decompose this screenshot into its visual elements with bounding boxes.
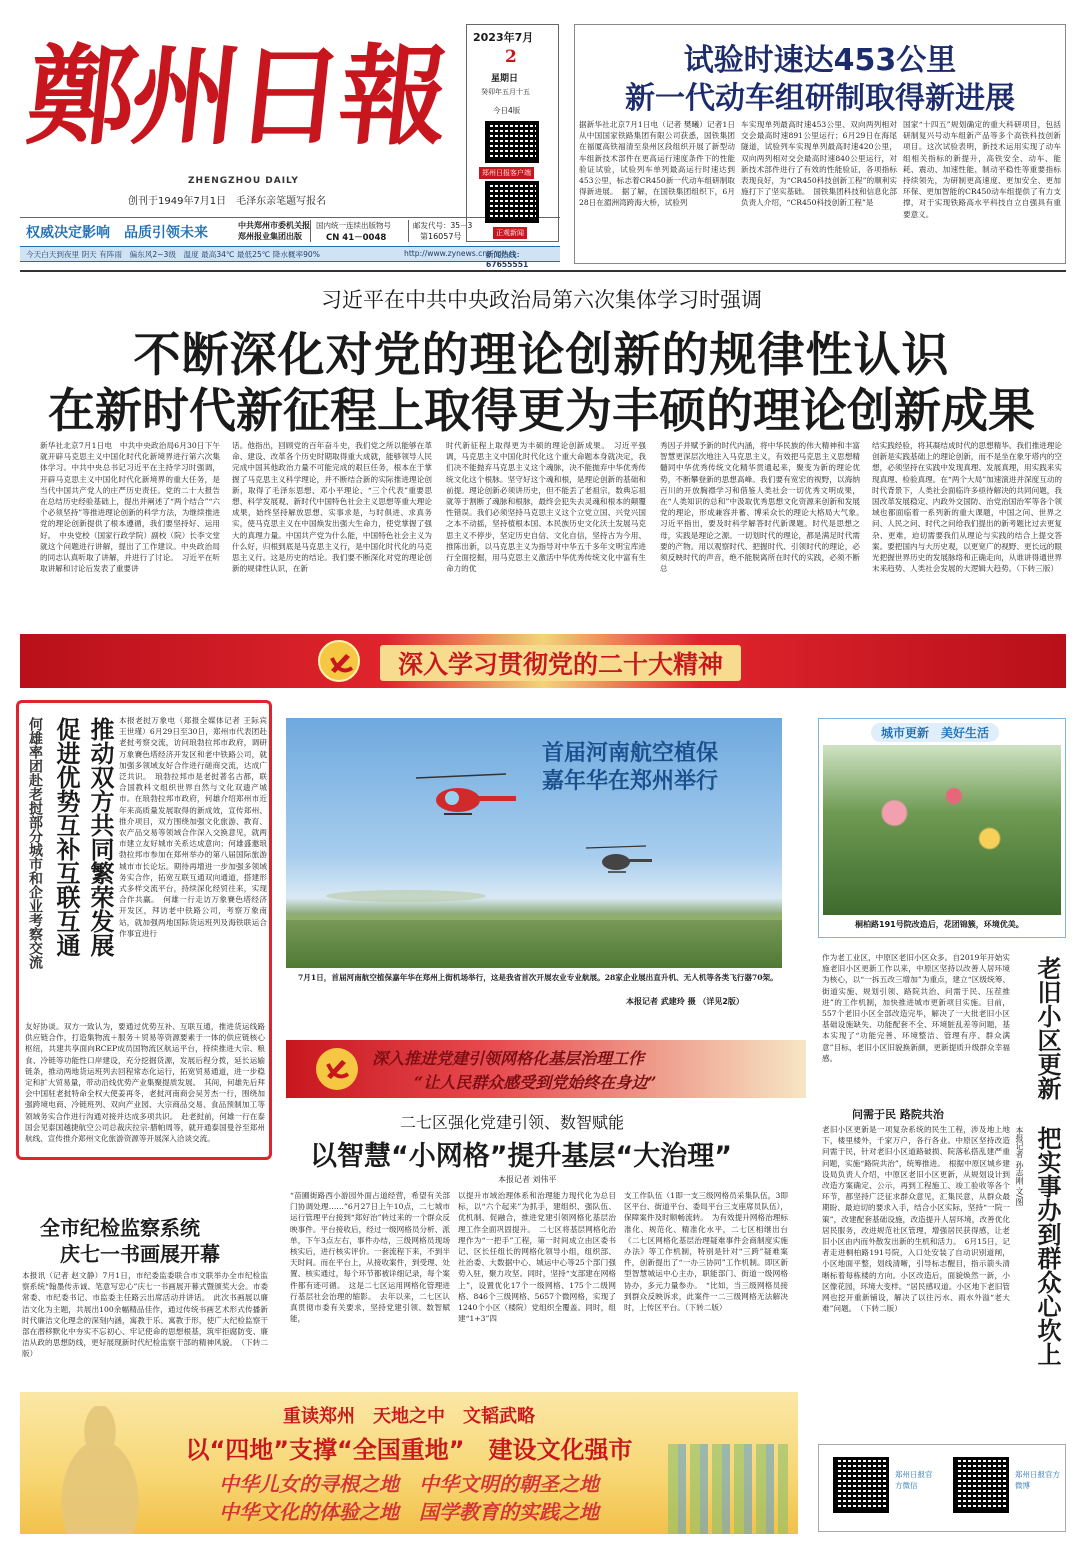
post-code: 邮发代号：35－3 xyxy=(413,221,473,230)
city-renewal-col-1: 作为老工业区，中原区老旧小区众多。自2019年开始实施老旧小区更新工作以来，中原区坚持以改善人居环境为核心，以“一拆五改三增加”为重点，建立“区级统筹、街道实施、规划引领、路院共治、问需于民、压茬推进”的工作机制，加快推进城市更新项目实施。目前，557个老旧小区全部改造完毕，解决了一大批老旧小区基础设施缺失、功能配套不全、环境脏乱差等问题，基本实现了“功能完善、环境整洁、管理有序、群众满意”目标，老旧小区旧貌换新颜，更新提质升级群众幸福感。 xyxy=(822,953,1010,1063)
newspaper-logo: 鄭州日報 xyxy=(21,34,451,160)
left-story-title-2: 促进优势互补互联互通 xyxy=(52,717,80,957)
culture-line-2: 以“四地”支撑“全国重地” 建设文化强市 xyxy=(185,1436,633,1464)
grid-story-col-3: 支工作队伍（1即一支三级网格员采集队伍，3即区平台、街道平台、委局平台三支座席员队伍），保障案件及时顺畅流转。 为有效提升网格治理标准化、规范化、精准化水平，二七区相继出台《二七区网格化基层治理疑难事件会商制度实施办法》等工作机制，特别是针对“三跨”疑难案件，创新提出了“一办三协同”工作机制。即区新型智慧城运中心主办，职能部门、街道一级网格协办，多元力量参办。 “比如，当三级网格员接到群众反映诉求，此案件一二三级网格无法解决时，上传区平台。（下转二版） xyxy=(624,1191,788,1313)
wechat-qr-code[interactable] xyxy=(833,1457,889,1513)
party-banner xyxy=(20,634,1066,688)
lead-col-5: 结实践经验，将其凝结成时代的思想精华。我们推进理论创新是实践基础上的理论创新，而不是坐在象牙塔内的空想，必须坚持在实践中发现真理、发展真理，用实践来实现真理、检验真理。在“两个大局”加速演进并深度互动的时代背景下，人类社会面临许多亟待解决的共同问题，我国改革发展稳定、内政外交国防、治党治国治军等各个领域也都面临着一系列新的重大课题，中国之问、世界之问、人民之问、时代之问给我们提出的新考题比过去更复杂、更难，迫切需要我们从理论与实践的结合上提交答案。要把国内与大历史观，以更宽广的视野、更长远的眼光把握世界历史的发展脉络和正确走向，从谁讲得通世界未来趋势、人类社会发展的大逻辑大趋势。（下转三版） xyxy=(872,441,1063,574)
top-story xyxy=(574,24,1066,264)
lead-col-2: 话。他指出，回顾党的百年奋斗史，我们党之所以能够在革命、建设、改革各个历史时期取得重大成就，能够领导人民完成中国其他政治力量不可能完成的艰巨任务，根本在于掌握了马克思主义科学理论，并不断结合新的实际推进理论创新，取得了毛泽东思想、邓小平理论、“三个代表”重要思想、科学发展观、新时代中国特色社会主义思想等重大理论成果，始终坚持解放思想、实事求是，与时俱进、求真务实，使马克思主义在中国焕发出强大生命力，使党掌握了强大的真理力量。中国共产党为什么能，中国特色社会主义为什么好，归根到底是马克思主义行，是中国化时代化的马克思主义行。这是历史的结论。我们要不断深化对党的理论创新的规律性认识，在新 xyxy=(232,441,432,574)
party-banner-text: 深入学习贯彻党的二十大精神 xyxy=(380,645,741,681)
discipline-title-2: 庆七一书画展开幕 xyxy=(60,1242,220,1266)
grid-emblem-icon xyxy=(316,1048,358,1090)
weekday: 星期日 xyxy=(491,74,519,84)
founded-line: 创刊于1949年7月1日 毛泽东亲笔题写报名 xyxy=(128,196,327,207)
date-day: 2 xyxy=(505,47,517,67)
left-story-subtitle: 何雄率团赴老挝部分城市和企业考察交流 xyxy=(27,717,43,969)
weather-bar xyxy=(20,246,560,269)
lead-title-1: 不断深化对党的理论创新的规律性认识 xyxy=(133,328,950,383)
left-story xyxy=(16,700,272,1160)
grid-story-title: 以智慧“小网格”提升基层“大治理” xyxy=(310,1141,732,1172)
top-story-title-1: 试验时速达453公里 xyxy=(683,43,957,78)
page-count: 今日4版 xyxy=(493,106,521,115)
culture-line-1: 重读郑州 天地之中 文韬武略 xyxy=(283,1406,535,1427)
logo-english: ZHENGZHOU DAILY xyxy=(188,176,299,186)
app-label: 郑州日报客户端 xyxy=(479,167,534,179)
culture-line-3: 中华儿女的寻根之地 中华文明的朝圣之地 xyxy=(219,1472,599,1496)
weather-text: 今天白天到夜里 阴天 有阵雨 偏东风2~3级 温度 最高34℃ 最低25℃ 降水概率90% xyxy=(26,250,320,259)
masthead xyxy=(20,20,460,250)
lead-col-1: 新华社北京7月1日电 中共中央政治局6月30日下午就开辟马克思主义中国化时代化新境界进行第六次集体学习。中共中央总书记习近平在主持学习时强调，开辟马克思主义中国化时代化新境界的重大任务，是当代中国共产党人的庄严历史责任。党的二十大报告在总结历史经验基础上，提出并阐述了“两个结合”“六个必须坚持”等推进理论创新的科学方法，为继续推进党的理论创新提供了根本遵循，我们要坚持好、运用好。 中央党校（国家行政学院）副校（院）长李文堂就这个问题进行讲解，提出了工作建议。中央政治局的同志认真听取了讲解，并进行了讨论。 习近平在听取讲解和讨论后发表了重要讲 xyxy=(40,441,220,574)
footer-qr-area xyxy=(818,1444,1066,1532)
lead-title-2: 在新时代新征程上取得更为丰硕的理论创新成果 xyxy=(48,384,1035,439)
city-renewal-title-2: 把实事办到群众心坎上 xyxy=(1033,1126,1061,1366)
issue-number: 第16057号 xyxy=(420,232,462,241)
grid-story-col-1: “苗圃街路西小游园外面占道经营，希望有关部门协调处理……”6月27日上午10点，二七城市运行管理平台接到“郑好治”转过来的一个群众反映事件。平台接收后，经过一级网格员分析、派单，下午3点左右，事件办结，三级网格员现场核实后，进行核实评价。一套流程下来，不到半天时间。而在平台上，从接收案件，到受理、处置、核实通过，每个环节都被详细记录，每个案件都有迹可循。 这是二七区运用网格化管理进行基层社会治理的缩影。 去年以来，二七区认真贯彻市委有关要求，坚持党建引领、数智赋能， xyxy=(290,1191,450,1324)
grid-story-col-2: 以提升市域治理体系和治理能力现代化为总目标，以“六个起来”为抓手，建组织、强队伍、优机制、促融合，推进党建引领网格化基层治理工作全面巩固提升。 二七区将基层网格化治理作为“一把手”工程，第一时间成立由区委书记、区长任组长的网格化领导小组，组织部、社治委、大数据中心、城运中心等25个部门强势入驻，聚力攻坚。同时，坚持“支部建在网格上”，设置优化17个一级网格、175个二级网格、846个三级网格、5657个微网格，实现了1240个小区（楼院）党组织全覆盖。同时，组建“1+3”四 xyxy=(458,1191,616,1324)
web-label: 正观新闻 xyxy=(493,227,527,239)
lead-subtitle: 习近平在中共中央政治局第六次集体学习时强调 xyxy=(321,288,762,312)
cn-label: 国内统一连续出版物号 xyxy=(316,221,391,230)
date-year-month: 2023年7月 xyxy=(473,31,534,44)
courtyard-photo xyxy=(823,745,1061,915)
photo-caption: 7月1日，首届河南航空植保嘉年华在郑州上街机场举行，这是我省首次开展农业专业航展。28家企业展出直升机、无人机等各类飞行器70架。 xyxy=(298,973,778,982)
top-story-col-3: 国家“十四五”规划确定的重大科研项目，包括研制复兴号动车组新产品等多个高铁科技创新项目。这次试验表明，新技术运用实现了动车组相关指标的新提升，高铁安全、动车、能耗、震动、加速性能、制动平稳性等重要指标持续领先，为研制更高速度、更加安全、更加环保、更加智能的CR450动车组提供了有力支撑，对于实现铁路高水平科技自立自强具有重要意义。 xyxy=(903,120,1061,219)
hotline: 新闻热线：67655551 xyxy=(486,250,529,269)
top-story-col-2: 车实现单列最高时速453公里、双向两列相对交会最高时速891公里运行；6月29日在海尾隧道，试验列车实现单列最高时速420公里，双向两列相对交会最高时速840公里运行，对新技术部件进行了有效的性能验证，各项指标表现良好，为“CR450科技创新工程”的顺利实施打下了坚实基础。 国铁集团科技和信息化部负责人介绍，“CR450科技创新工程”是 xyxy=(741,120,897,208)
lunar-date: 癸卯年五月十五 xyxy=(481,88,530,96)
culture-line-4: 中华文化的体验之地 国学教育的实践之地 xyxy=(219,1500,599,1524)
left-story-col: 本报老挝万象电（郑报全媒体记者 王际宾 王世瑾）6月29日至30日，郑州市代表团赴老挝考察交流，访问琅勃拉邦市政府，调研万象賽色塔经济开发区和老中铁路公司，就加强多领域友好合作进行磋商交流，达成广泛共识。 琅勃拉邦市是老挝著名古都，联合国教科文组织世界自然与文化双遗产城市。在琅勃拉邦市政府，何雄介绍郑州市近年来高质量发展取得的新成效，宣传郑州、推介项目，双方围绕加强文化旅游、教育、农产品交易等领域合作深入交换意见，就两市建立友好城市关系达成意向；何雄盛邀琅勃拉邦市参加在郑州举办的第八届国际旅游城市市长论坛。期待再增进一步加强多领域务实合作，拓宽互联互通双向通道，搭建形式多样交流平台，持续深化经贸往来，实现合作共赢。 何雄一行走访万象賽色塔经济开发区，拜访老中铁路公司，考察万象南站，就加强两地国际货运班列及海铁联运合作事宜进行 xyxy=(119,716,267,938)
grid-kicker-1: 深入推进党建引领网格化基层治理工作 xyxy=(372,1049,645,1068)
grid-kicker-2: “让人民群众感受到党始终在身边” xyxy=(414,1073,657,1092)
website-link[interactable]: http://www.zynews.cn xyxy=(404,249,488,258)
photo-story-title-2: 嘉年华在郑州举行 xyxy=(542,769,719,794)
top-story-col-1: 据新华社北京7月1日电（记者 樊曦）记者1日从中国国家铁路集团有限公司获悉，国铁集团在福厦高铁福清至泉州区段组织开展了新型动车组新技术部件在更高运行速度条件下的性能验证试验，试验列车单列最高运行时速达到453公里，标志着CR450新一代动车组研制取得新进展。 据了解，在国铁集团组织下，6月28日在湄洲湾跨海大桥，试验列 xyxy=(579,120,735,208)
grid-story-subtitle: 二七区强化党建引领、数智赋能 xyxy=(400,1113,625,1132)
city-renewal-tag: 城市更新 美好生活 xyxy=(871,723,999,742)
city-renewal-byline: 本报记者 孙志刚 文/图 xyxy=(1015,1126,1024,1206)
sponsor-2: 郑州报业集团出版 xyxy=(238,232,302,241)
app-qr-code[interactable] xyxy=(485,121,539,163)
lead-col-3: 时代新征程上取得更为丰硕的理论创新成果。 习近平强调，马克思主义中国化时代化这个重大命题本身就决定，我们决不能抛弃马克思主义这个魂脉，决不能抛弃中华优秀传统文化这个根脉。坚守好这个魂和根，是理论创新的基础和前提。理论创新必须讲历史，但不能丢了老祖宗，数典忘祖就等于割断了魂脉和根脉，最终会犯失去灵魂和根本的颠覆性错误。我们必须坚持马克思主义这个立党立国、兴党兴国之本不动摇，坚持植根本国、本民族历史文化沃土发展马克思主义不停步，坚定历史自信、文化自信，坚持古为今用、推陈出新，以马克思主义为指导对中华五千多年文明宝库进行全面挖掘，用马克思主义激活中华优秀传统文化中富有生命力的优 xyxy=(446,441,646,574)
cn-number: CN 41－0048 xyxy=(326,233,387,243)
city-renewal-subhead: 问需于民 路院共治 xyxy=(852,1108,944,1121)
left-story-title-1: 推动双方共同繁荣发展 xyxy=(86,717,114,957)
grid-story-byline: 本报记者 刘伟平 xyxy=(498,1175,557,1184)
city-renewal-title-1: 老旧小区更新 xyxy=(1033,956,1061,1100)
date-box xyxy=(466,24,559,242)
helicopter-photo xyxy=(286,718,782,968)
photo-credit: 本报记者 武建玲 摄 （详见2版） xyxy=(626,997,744,1006)
city-renewal-col-2: 老旧小区更新是一项复杂系统的民生工程，涉及地上地下，楼里楼外，千家万户，各行各业。中原区坚持改造问需于民，针对老旧小区道路破损、院落私搭乱建严重问题，实施“路院共治”，统筹推进。 根据中原区城乡建设局负责人介绍，中原区老旧小区更新，从规划设计到改造方案确定、公示，再到工程施工、竣工验收等各个环节，都坚持广泛征求群众意见，汇集民意，从群众最期盼、最迫切的要求入手，结合小区实际，坚持“一院一策”，改建配套基础设施，改造提升人居环境，改善优化居民服务，改进规范社区管理，增强居民获得感，让老旧小区由内而外散发出新的生机和活力。 6月15日，记者走进桐柏路191号院，入口处安装了自动识别道闸，小区地面平整，划线清晰，引导标志醒目，指示箭头清晰标着每栋楼的方向。小区改造后，面貌焕然一新，小区像花园，环境大变样。“居民感叹道。小区地下老旧管网也挖开重新铺设，解决了以往污水、雨水外溢“老大难”问题。 （下转二版） xyxy=(822,1125,1010,1314)
lead-col-4: 秀因子并赋予新的时代内涵，将中华民族的伟大精神和丰富智慧更深层次地注入马克思主义，有效把马克思主义思想精髓同中华优秀传统文化精华贯通起来，聚变为新的理论优势，不断攀登新的思想高峰。我们要有宽宏的视野，以海纳百川的开放胸襟学习和借鉴人类社会一切优秀文明成果，在“人类知识的总和”中汲取优秀思想文化资源来创新和发展党的理论，形成兼容并蓄、博采众长的理论大格局大气象。 习近平指出，要及时科学解答时代新课题。时代是思想之母，实践是理论之源。一切划时代的理论，都是满足时代需要的产物。用以观察时代、把握时代、引领时代的理论，必须反映时代的声音，绝不能脱离所在时代的实践，必须不断总 xyxy=(660,441,868,574)
culture-banner xyxy=(20,1392,798,1534)
party-emblem-icon xyxy=(318,640,360,682)
sponsor-1: 中共郑州市委机关报 xyxy=(238,221,310,230)
weibo-qr-code[interactable] xyxy=(953,1457,1009,1513)
web-qr-code[interactable] xyxy=(485,181,539,223)
weibo-label: 郑州日报官方微博 xyxy=(1015,1470,1060,1490)
courtyard-photo-caption: 桐柏路191号院改造后，花团锦簇，环境优美。 xyxy=(855,920,1024,929)
slogan: 权威决定影响 品质引领未来 xyxy=(26,225,208,241)
wechat-label: 郑州日报官方微信 xyxy=(895,1470,933,1490)
city-renewal-box xyxy=(818,718,1066,938)
grid-story-header xyxy=(286,1040,806,1098)
left-story-wide: 友好协谈。双方一致认为，要通过优势互补、互联互通，推进货运线路供应链合作，打造集物流＋服务＋贸易等资源要素于一体的供应链核心枢纽，共建共享面向RCEP成员国物流区航运平台，持续推进大宗、粮食、冷链等功能性口岸建设，充分挖掘货源，发展后程分拨，延长运输链条，推动两地货运班列去回程常态化运行，拓宽贸易通道，进一步稳定和扩大贸易量，带动沿线优势产业集聚提质发展。 其间，何雄先后拜会中国驻老挝特命全权大使姜再冬，老挝河南商会吴芳杰一行，围绕加强跨境电商、冷链班列、双向产业园、大宗商品交易、食品预制加工等领域务实合作进行沟通对接并达成多项共识。 赴老挝前，何雄一行在泰国会见泰国越捷航空公司总裁庆拉宗·腊帕周等，就开通泰国曼谷至郑州航线、宣传推介郑州文化旅游资源等开展深入洽谈交流。 xyxy=(25,1022,265,1144)
top-story-title-2: 新一代动车组研制取得新进展 xyxy=(625,81,1015,116)
discipline-body: 本报讯（记者 赵文静）7月1日，市纪委监委联合市文联举办全市纪检监察系统“翰墨传赤诚、笔意写忠心”庆七一书画展开幕式暨颁奖大会。市委常委、市纪委书记、市监委主任路云出席活动并讲话。 此次书画展以廉洁文化为主题，共展出100余幅精品佳作，通过传统书画艺术形式传播新时代廉洁文化理念的深刻内涵，寓教于乐、寓教于形，使广大纪检监察干部在潜移默化中夯实不忘初心、牢记使命的思想根基，筑牢拒腐防变、廉洁从政的思想防线，更好展现新时代纪检监察干部的精神风貌。 （下转二版） xyxy=(22,1271,268,1359)
discipline-title-1: 全市纪检监察系统 xyxy=(40,1216,200,1240)
photo-story-title-1: 首届河南航空植保 xyxy=(542,741,719,766)
